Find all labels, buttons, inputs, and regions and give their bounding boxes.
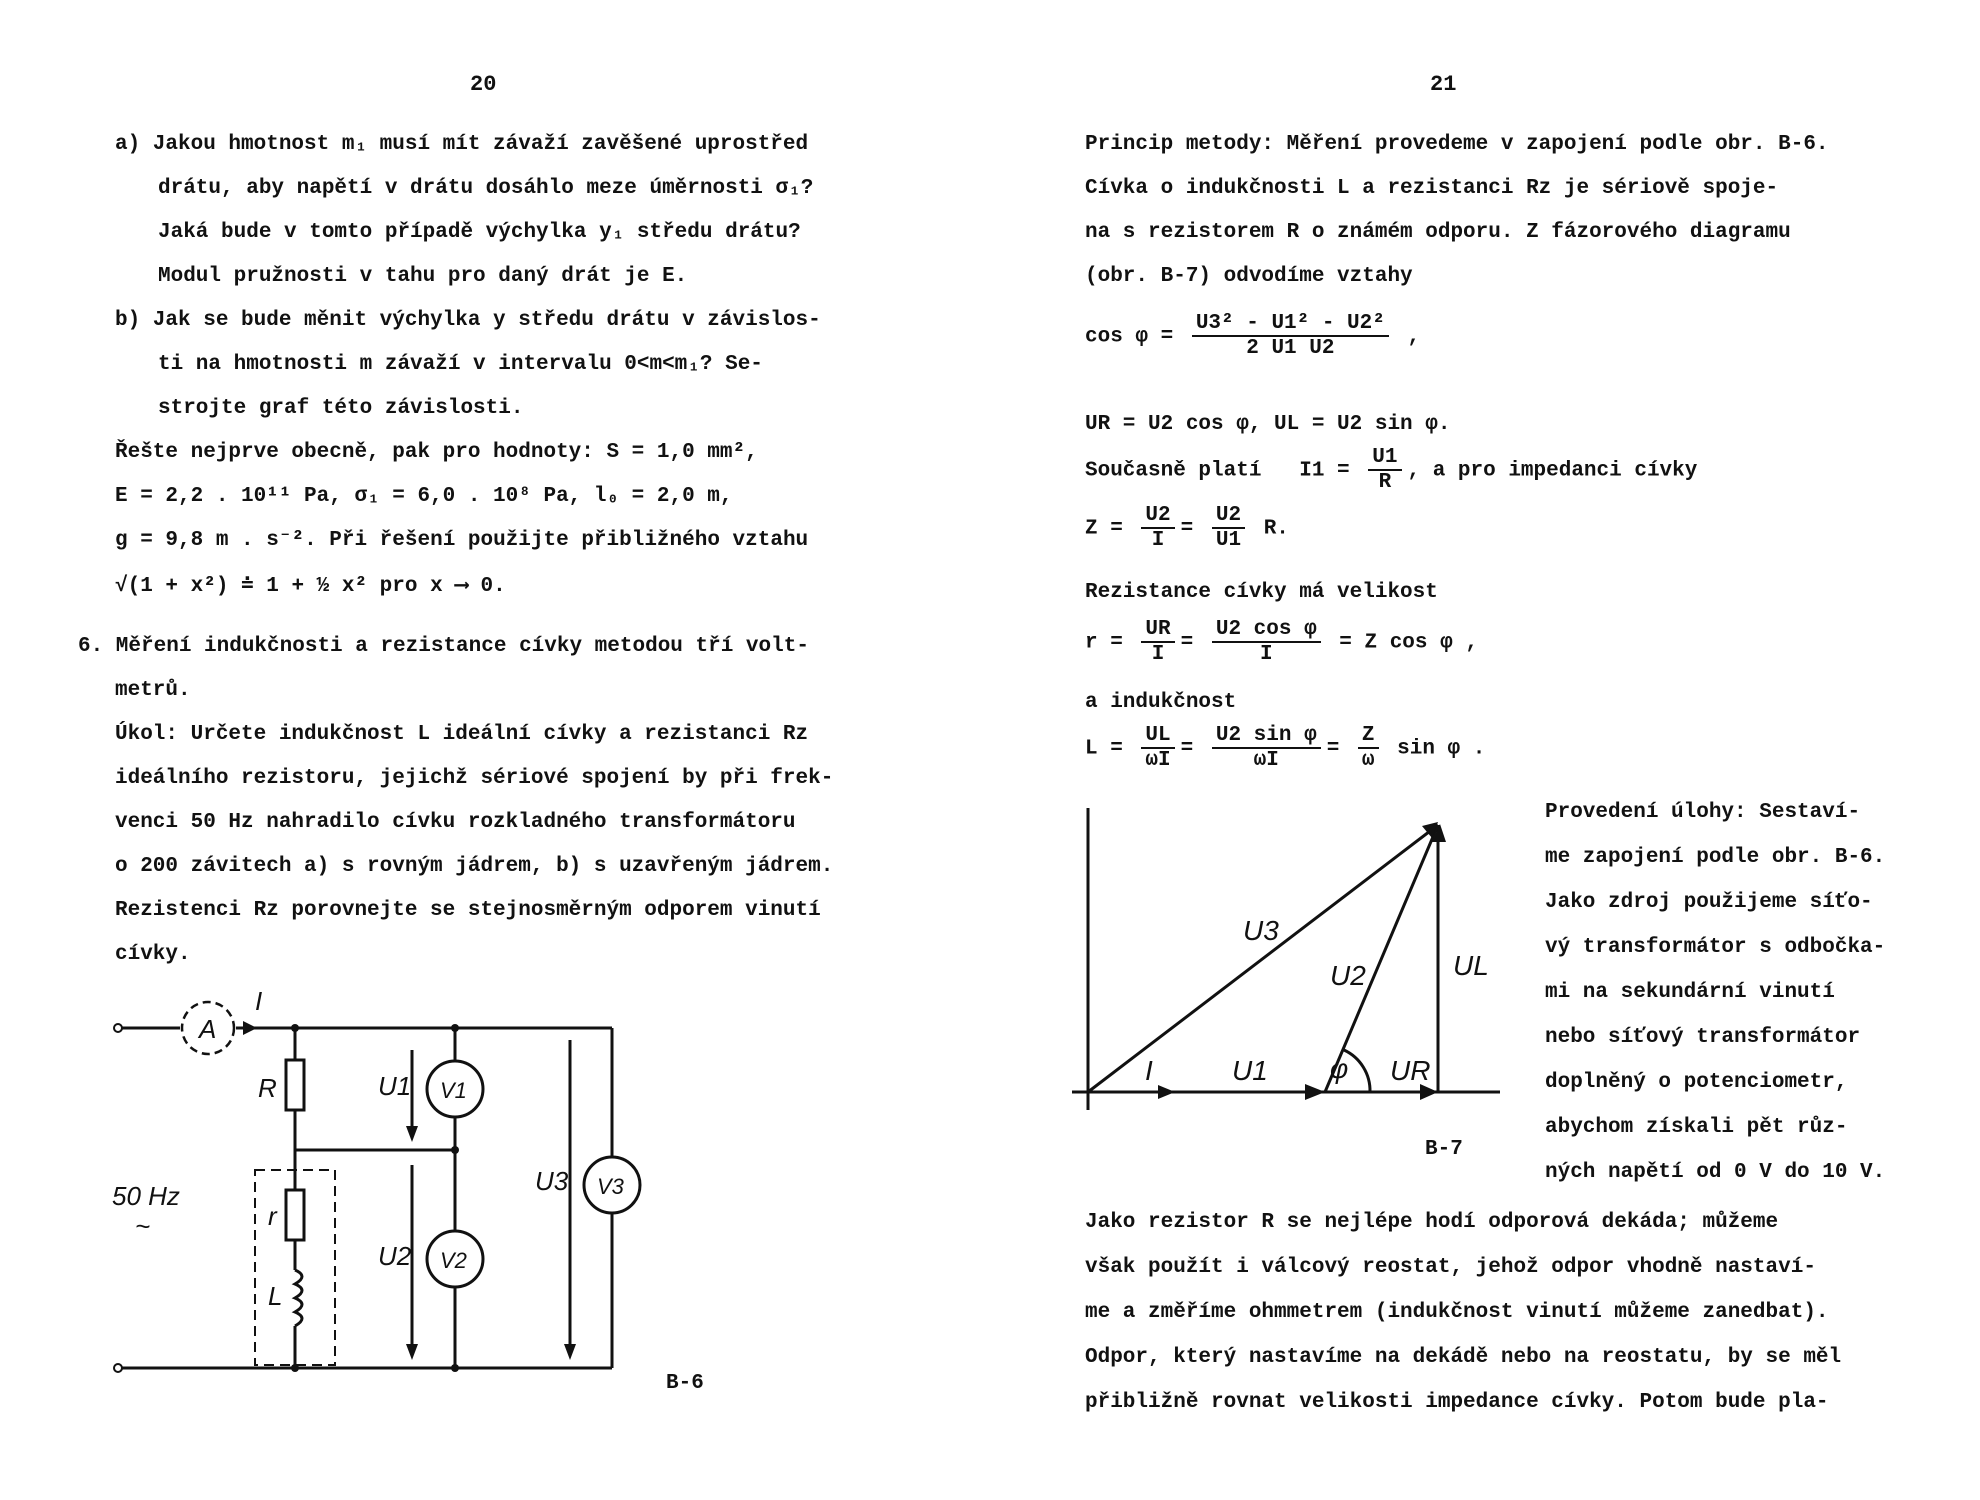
text-line: Provedení úlohy: Sestaví-: [1545, 801, 1861, 824]
text-line: a) Jakou hmotnost m₁ musí mít závaží zavěšené uprostřed: [115, 133, 809, 156]
formula-tail: , a pro impedanci cívky: [1407, 459, 1698, 483]
phi-label: φ: [1330, 1053, 1349, 1084]
coil-l-label: L: [268, 1281, 283, 1311]
figure-caption: B-6: [666, 1372, 704, 1395]
ul-label: UL: [1453, 950, 1489, 981]
resistance-formula: r = $\frac{UR}{I}$ = $\frac{\text{U2 cos φ}}{I}$ = Z cos φ ,: [1085, 618, 1478, 666]
formula-denominator: I: [1151, 643, 1165, 666]
formula-numerator: U1: [1368, 446, 1401, 471]
ac-symbol: ~: [135, 1211, 151, 1241]
impedance-formula: [1085, 504, 1289, 552]
formula-denominator: ωI: [1145, 749, 1171, 772]
text-line: ti na hmotnosti m závaží v intervalu 0<m<m₁? Se-: [158, 353, 763, 376]
formula-denominator: I: [1259, 643, 1273, 666]
v2-label: V2: [440, 1248, 467, 1273]
text-line: Řešte nejprve obecně, pak pro hodnoty: S = 1,0 mm²,: [115, 441, 758, 464]
section-heading: 6. Měření indukčnosti a rezistance cívky metodou tří volt-: [78, 635, 809, 658]
formula-denominator: 2 U1 U2: [1246, 337, 1335, 360]
ur-ul-formula: UR = U2 cos φ, UL = U2 sin φ.: [1085, 413, 1451, 436]
text-line: však použít i válcový reostat, jehož odpor vhodně nastaví-: [1085, 1256, 1816, 1279]
circuit-diagram: [0, 980, 960, 1420]
coil-r-label: r: [268, 1201, 277, 1231]
inductance-formula: L = $\frac{UL}{\omega I}$ = $\frac{\text{U2 sin φ}}{\omega I}$ = $\frac{Z}{\omega}$ sin φ .: [1085, 724, 1486, 772]
ammeter-label: A: [199, 1014, 217, 1044]
text-line: Princip metody: Měření provedeme v zapojení podle obr. B-6.: [1085, 133, 1829, 156]
left-page: [0, 0, 960, 1500]
formula-numerator: U2: [1141, 504, 1174, 529]
u2-label: U2: [378, 1241, 412, 1271]
cos-phi-formula: [1085, 312, 1420, 360]
formula-lhs: L =: [1085, 737, 1123, 761]
formula-lhs: r =: [1085, 631, 1123, 655]
formula-denominator: ω: [1361, 749, 1375, 772]
text-line: E = 2,2 . 10¹¹ Pa, σ₁ = 6,0 . 10⁸ Pa, l₀ = 2,0 m,: [115, 485, 733, 508]
formula-tail: sin φ .: [1397, 737, 1486, 761]
text-line: Jako zdroj použijeme síťo-: [1545, 891, 1873, 914]
text-line: (obr. B-7) odvodíme vztahy: [1085, 265, 1413, 288]
text-line: na s rezistorem R o známém odporu. Z fázorového diagramu: [1085, 221, 1791, 244]
text-line: drátu, aby napětí v drátu dosáhlo meze úměrnosti σ₁?: [158, 177, 814, 200]
text-line: přibližně rovnat velikosti impedance cívky. Potom bude pla-: [1085, 1391, 1829, 1414]
text-line: mi na sekundární vinutí: [1545, 981, 1835, 1004]
page-number: 21: [1430, 72, 1457, 97]
u2-label: U2: [1330, 960, 1366, 991]
text-line: doplněný o potenciometr,: [1545, 1071, 1848, 1094]
u1-label: U1: [378, 1071, 412, 1101]
resistor-label: R: [258, 1073, 277, 1103]
text-line: vý transformátor s odbočka-: [1545, 936, 1886, 959]
text-line: Odpor, který nastavíme na dekádě nebo na reostatu, by se měl: [1085, 1346, 1842, 1369]
text-line: b) Jak se bude měnit výchylka y středu drátu v závislos-: [115, 309, 821, 332]
text-line: g = 9,8 m . s⁻². Při řešení použijte přibližného vztahu: [115, 529, 809, 552]
formula-numerator: UL: [1141, 724, 1174, 749]
text-line: o 200 závitech a) s rovným jádrem, b) s uzavřeným jádrem.: [115, 855, 834, 878]
ur-label: UR: [1390, 1055, 1431, 1086]
text-line: Rezistenci Rz porovnejte se stejnosměrným odporem vinutí: [115, 899, 821, 922]
formula-denominator: U1: [1215, 529, 1242, 552]
formula-lhs: Z =: [1085, 517, 1123, 541]
frequency-label: 50 Hz: [112, 1181, 180, 1211]
text-line: strojte graf této závislosti.: [158, 397, 524, 420]
text-line: ných napětí od 0 V do 10 V.: [1545, 1161, 1886, 1184]
current-label: I: [255, 986, 263, 1016]
text-line: me a změříme ohmmetrem (indukčnost vinutí můžeme zanedbat).: [1085, 1301, 1829, 1324]
text-line: Jaká bude v tomto případě výchylka y₁ středu drátu?: [158, 221, 801, 244]
formula-tail: ,: [1407, 325, 1421, 349]
formula-text: Současně platí: [1085, 459, 1262, 483]
i-label: I: [1145, 1055, 1153, 1086]
right-page: [1040, 0, 1980, 1500]
text-line: ideálního rezistoru, jejichž sériové spojení by při frek-: [115, 767, 834, 790]
text-line: Úkol: Určete indukčnost L ideální cívky a rezistanci Rz: [115, 723, 809, 746]
formula-lhs: I1 =: [1299, 459, 1350, 483]
formula-numerator: U2: [1212, 504, 1245, 529]
text-line: Jako rezistor R se nejlépe hodí odporová dekáda; můžeme: [1085, 1211, 1779, 1234]
v3-label: V3: [597, 1174, 624, 1199]
formula-tail: = Z cos φ ,: [1339, 631, 1478, 655]
formula-numerator: Z: [1358, 724, 1379, 749]
formula-eq: =: [1180, 517, 1194, 541]
formula-denominator: ωI: [1253, 749, 1279, 772]
text-line: Modul pružnosti v tahu pro daný drát je E.: [158, 265, 688, 288]
text-line: metrů.: [115, 679, 191, 702]
formula-denominator: I: [1151, 529, 1165, 552]
formula-numerator: U2 sin φ: [1212, 724, 1321, 749]
text-line: abychom získali pět růz-: [1545, 1116, 1848, 1139]
text-line: cívky.: [115, 943, 191, 966]
text-line: Rezistance cívky má velikost: [1085, 581, 1438, 604]
u3-label: U3: [1243, 915, 1279, 946]
text-line: me zapojení podle obr. B-6.: [1545, 846, 1886, 869]
text-line: a indukčnost: [1085, 691, 1237, 714]
phasor-diagram: [1060, 800, 1540, 1140]
text-line: Cívka o indukčnosti L a rezistanci Rz je sériově spoje-: [1085, 177, 1779, 200]
u3-label: U3: [535, 1166, 569, 1196]
text-line: venci 50 Hz nahradilo cívku rozkladného transformátoru: [115, 811, 796, 834]
text-line: nebo síťový transformátor: [1545, 1026, 1861, 1049]
v1-label: V1: [440, 1078, 467, 1103]
formula-lhs: cos φ =: [1085, 325, 1174, 349]
text-line: √(1 + x²) ≐ 1 + ½ x² pro x ⟶ 0.: [115, 575, 506, 598]
page-number: 20: [470, 72, 497, 97]
u1-label: U1: [1232, 1055, 1268, 1086]
figure-caption: B-7: [1425, 1138, 1463, 1161]
formula-denominator: R: [1378, 471, 1392, 494]
formula-numerator: U2 cos φ: [1212, 618, 1321, 643]
current-formula: [1085, 446, 1697, 494]
formula-numerator: U3² - U1² - U2²: [1192, 312, 1389, 337]
formula-numerator: UR: [1141, 618, 1174, 643]
formula-tail: R.: [1263, 517, 1289, 541]
